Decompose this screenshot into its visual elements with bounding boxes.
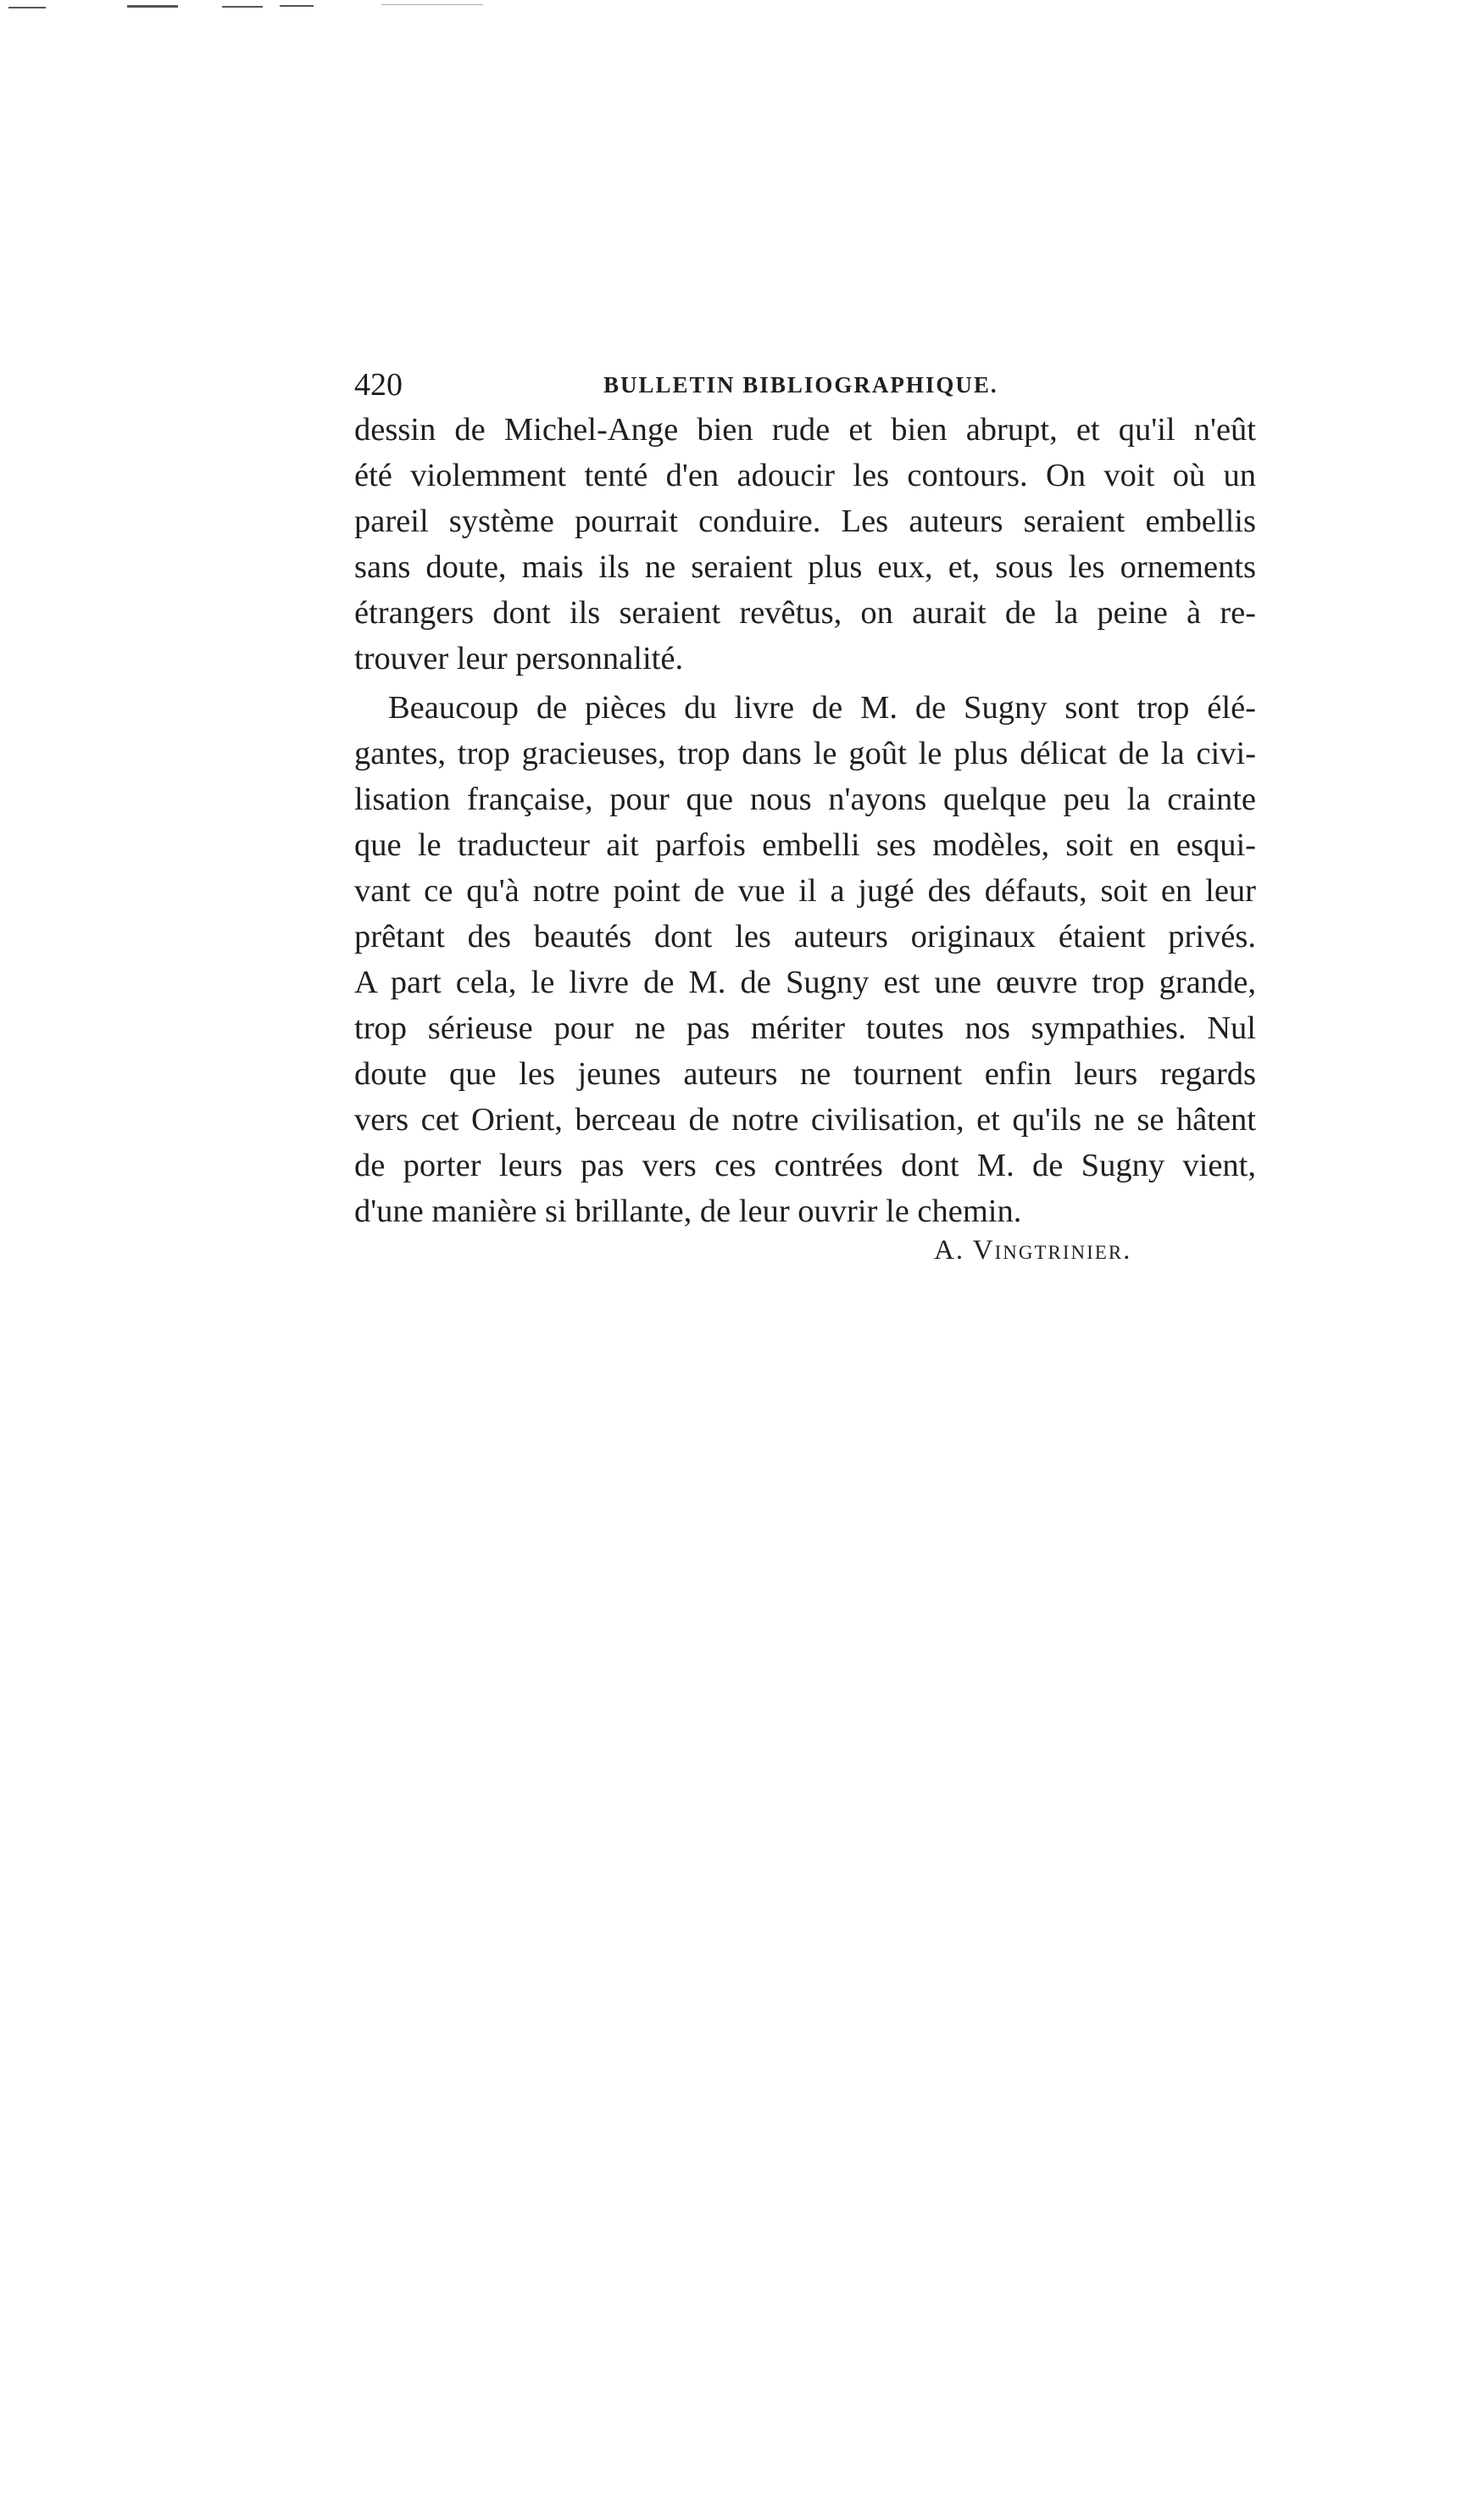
scan-artifact	[381, 4, 483, 5]
text-line: vers cet Orient, berceau de notre civilisation, et qu'ils ne se hâtent	[354, 1102, 1256, 1138]
article-body	[354, 407, 1256, 1234]
scan-artifact	[222, 6, 263, 8]
text-line: dessin de Michel-Ange bien rude et bien abrupt, et qu'il n'eût	[354, 412, 1256, 448]
text-line: doute que les jeunes auteurs ne tournent enfin leurs regards	[354, 1056, 1256, 1092]
text-line: pareil système pourrait conduire. Les auteurs seraient embellis	[354, 504, 1256, 539]
text-line: de porter leurs pas vers ces contrées dont M. de Sugny vient,	[354, 1148, 1256, 1183]
scan-artifact	[8, 7, 46, 8]
text-line: que le traducteur ait parfois embelli ses modèles, soit en esqui-	[354, 827, 1256, 863]
author-signature: A. Vingtrinier.	[934, 1235, 1132, 1266]
text-line: A part cela, le livre de M. de Sugny est une œuvre trop grande,	[354, 965, 1256, 1000]
text-line: étrangers dont ils seraient revêtus, on aurait de la peine à re-	[354, 595, 1256, 631]
scan-artifact	[280, 5, 314, 7]
text-line: trop sérieuse pour ne pas mériter toutes nos sympathies. Nul	[354, 1010, 1256, 1046]
page-header	[354, 361, 1256, 409]
text-line: vant ce qu'à notre point de vue il a jugé des défauts, soit en leur	[354, 873, 1256, 909]
text-line: d'une manière si brillante, de leur ouvrir le chemin.	[354, 1194, 1022, 1229]
text-line: sans doute, mais ils ne seraient plus eux, et, sous les ornements	[354, 549, 1256, 585]
scan-artifact	[127, 5, 178, 8]
text-line: gantes, trop gracieuses, trop dans le goût le plus délicat de la civi-	[354, 736, 1256, 771]
text-line: été violemment tenté d'en adoucir les contours. On voit où un	[354, 458, 1256, 493]
text-line: lisation française, pour que nous n'ayons quelque peu la crainte	[354, 782, 1256, 817]
paragraph	[354, 685, 1256, 1234]
text-line: prêtant des beautés dont les auteurs originaux étaient privés.	[354, 919, 1256, 954]
page-number: 420	[354, 367, 403, 403]
text-line: Beaucoup de pièces du livre de M. de Sugny sont trop élé-	[388, 690, 1256, 726]
text-line: trouver leur personnalité.	[354, 641, 684, 676]
running-title: BULLETIN BIBLIOGRAPHIQUE.	[603, 372, 998, 398]
paragraph	[354, 407, 1256, 682]
